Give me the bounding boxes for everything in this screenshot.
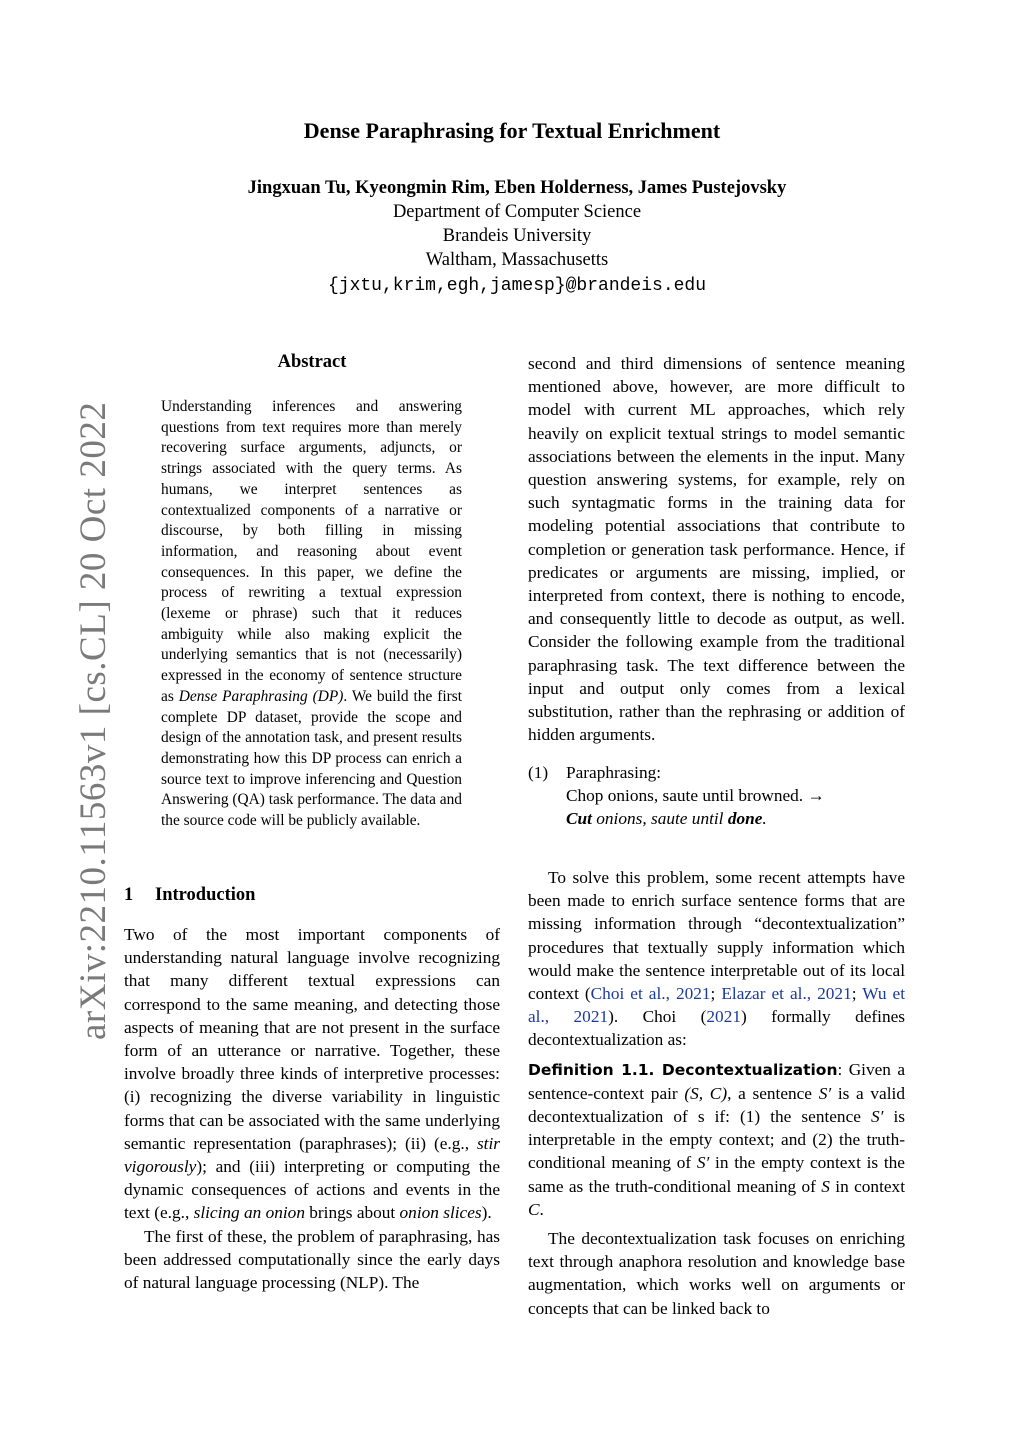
text-run: . bbox=[539, 1199, 544, 1219]
example-output bbox=[528, 807, 905, 830]
text-run: in context bbox=[829, 1176, 905, 1196]
abstract-heading: Abstract bbox=[277, 352, 347, 372]
bold-italic-run: Cut bbox=[566, 809, 592, 829]
text-run: ); and (iii) interpreting or computing the dynamic consequences of actions and events in the text (e.g., bbox=[124, 1157, 500, 1223]
example-input: Chop onions, saute until browned. → bbox=[566, 786, 825, 806]
location: Waltham, Massachusetts bbox=[425, 250, 609, 270]
text-run: in the empty context is the same as the truth-conditional meaning of bbox=[528, 1153, 905, 1196]
intro-paragraph-1 bbox=[124, 923, 500, 1225]
author-emails: {jxtu,krim,egh,jamesp}@brandeis.edu bbox=[327, 276, 707, 296]
text-run: brings about bbox=[304, 1203, 400, 1223]
citation-link[interactable]: Wu et al., 2021 bbox=[528, 984, 906, 1027]
math-run: (S, C) bbox=[684, 1083, 728, 1103]
italic-run: slicing an onion bbox=[193, 1203, 305, 1223]
text-run: ). Choi ( bbox=[608, 1007, 707, 1027]
abstract-dp-term: Dense Paraphrasing (DP) bbox=[178, 687, 344, 705]
citation-link[interactable]: Elazar et al., 2021 bbox=[721, 984, 852, 1004]
math-run: S bbox=[821, 1176, 830, 1196]
author-list: Jingxuan Tu, Kyeongmin Rim, Eben Holderness, James Pustejovsky bbox=[247, 178, 787, 198]
text-run: ) formally defines decontextualization as: bbox=[528, 1007, 905, 1050]
arxiv-identifier: arXiv:2210.11563v1 [cs.CL] 20 Oct 2022 bbox=[73, 401, 114, 1040]
example-1 bbox=[528, 761, 905, 831]
example-label: Paraphrasing: bbox=[566, 763, 662, 782]
citation-link[interactable]: 2021 bbox=[706, 1007, 741, 1027]
paper-title: Dense Paraphrasing for Textual Enrichment bbox=[303, 118, 721, 143]
text-run: , a sentence bbox=[727, 1083, 819, 1103]
right-paragraph-1: second and third dimensions of sentence meaning mentioned above, however, are more difficult to model with current ML approaches, which rely heavily on explicit textual strings to model semantic associations between the elements in the input. Many question answering systems, for example, rely on such syntagmatic forms in the training data for modeling potential associations that contribute to completion or generation task performance. Hence, if predicates or arguments are missing, implied, or interpreted from context, there is nothing to encode, and consequently little to decode as output, as well. Consider the following example from the traditional paraphrasing task. The text difference between the input and output only comes from a lexical substitution, rather than the rephrasing or addition of hidden arguments. bbox=[528, 354, 905, 745]
text-run: Two of the most important components of understanding natural language involve recognizing that many different textual expressions can correspond to the same meaning, and detecting those aspects of meaning that are not present in the surface form of an utterance or narrative. Together, these involve broadly three kinds of interpretive processes: (i) recognizing the diverse variability in linguistic forms that can be associated with the same underlying semantic representation (paraphrases); (ii) (e.g., bbox=[124, 925, 500, 1153]
abstract-text-b: . We build the first complete DP dataset, provide the scope and design of the annotation task, and present results demonstrating how this DP process can enrich a source text to improve inferencing and Question Answering (QA) task performance. The data and the source code will be publicly available. bbox=[161, 687, 463, 830]
right-column-bottom bbox=[528, 866, 905, 1320]
text-run: ). bbox=[481, 1203, 492, 1223]
right-column-top bbox=[528, 352, 905, 746]
math-run: C bbox=[528, 1199, 540, 1219]
department: Department of Computer Science bbox=[392, 202, 642, 222]
right-paragraph-3: The decontextualization task focuses on enriching text through anaphora resolution and knowledge base augmentation, which works well on arguments or concepts that can be linked back to bbox=[528, 1229, 905, 1318]
example-number: (1) bbox=[528, 763, 549, 782]
text-run: To solve this problem, some recent attempts have been made to enrich surface sentence forms that are missing information through “decontextualization” procedures that textually supply information which would make the sentence interpretable out of its local context ( bbox=[528, 868, 905, 1004]
text-run: is a valid decontextualization of s if: (1) the sentence bbox=[528, 1083, 905, 1127]
section-heading-introduction bbox=[124, 885, 500, 906]
italic-run: . bbox=[762, 809, 767, 829]
arxiv-watermark bbox=[28, 401, 114, 1055]
bold-italic-run: done bbox=[727, 809, 763, 829]
introduction-body bbox=[124, 923, 500, 1294]
abstract-body bbox=[161, 397, 462, 832]
italic-run: stir vigorously bbox=[124, 1133, 500, 1177]
right-paragraph-2 bbox=[528, 866, 905, 1052]
text-run: is interpretable in the empty context; and (2) the truth-conditional meaning of bbox=[528, 1107, 905, 1173]
definition-1-1 bbox=[528, 1058, 905, 1221]
abstract-text-a: Understanding inferences and answering questions from text requires more than merely recovering surface arguments, adjuncts, or strings associated with the query terms. As humans, we interpret sentences as contextualized components of a narrative or discourse, by both filling in missing information, and reasoning about event consequences. In this paper, we define the process of rewriting a textual expression (lexeme or phrase) such that it reduces ambiguity while also making explicit the underlying semantics that is not (necessarily) expressed in the economy of sentence structure as bbox=[161, 398, 462, 705]
section-number: 1 bbox=[124, 885, 134, 905]
university: Brandeis University bbox=[442, 226, 592, 246]
text-run: : Given a sentence-context pair bbox=[528, 1059, 905, 1103]
text-run: ; bbox=[710, 984, 722, 1004]
italic-run: onion slices bbox=[399, 1203, 482, 1223]
math-run: S′ bbox=[818, 1083, 832, 1103]
section-title: Introduction bbox=[155, 885, 256, 905]
citation-link[interactable]: Choi et al., 2021 bbox=[590, 984, 711, 1004]
intro-paragraph-2: The first of these, the problem of paraphrasing, has been addressed computationally since the early days of natural language processing (NLP). The bbox=[124, 1226, 500, 1293]
math-run: S′ bbox=[870, 1107, 884, 1127]
math-run: S′ bbox=[696, 1153, 710, 1173]
italic-run: onions, saute until bbox=[591, 809, 728, 829]
text-run: ; bbox=[851, 984, 863, 1004]
definition-label: Definition 1.1. Decontextualization bbox=[528, 1060, 838, 1079]
